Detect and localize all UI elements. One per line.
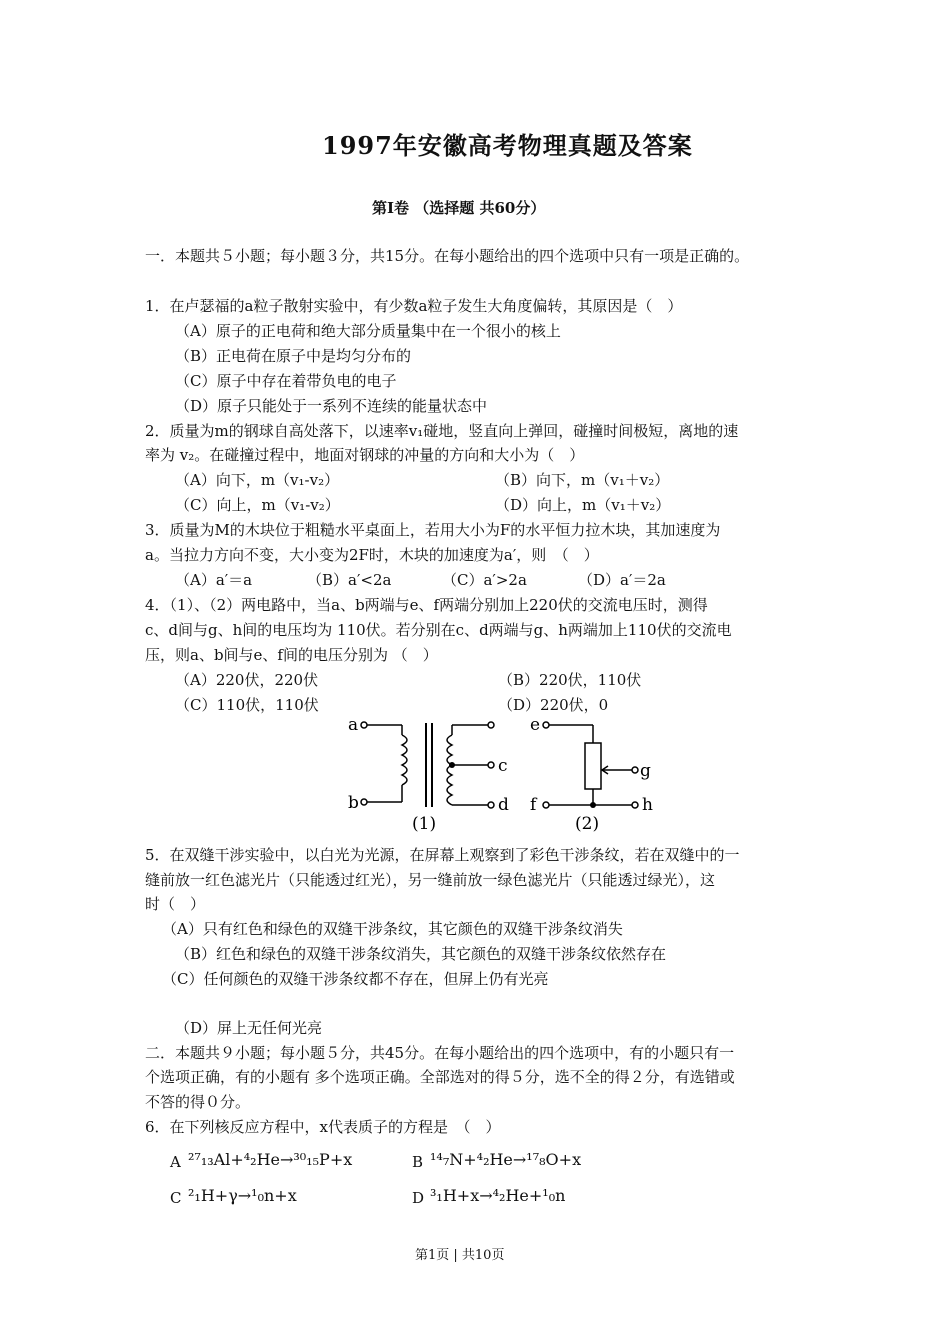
fig-label-e: e xyxy=(530,715,541,735)
q2-option-c: （C）向上，m（v₁-v₂） xyxy=(175,496,340,514)
q3-option-b: （B）a′<2a xyxy=(307,571,392,589)
q4-stem-line1: 4．（1）、（2）两电路中，当a、b两端与e、f两端分别加上220伏的交流电压时，测得 xyxy=(145,596,708,614)
fig-label-f: f xyxy=(530,795,537,815)
fig-caption-2: (2) xyxy=(575,814,600,834)
q5-option-c: （C）任何颜色的双缝干涉条纹都不存在，但屏上仍有光亮 xyxy=(162,970,549,988)
q4-stem-line3: 压，则a、b间与e、f间的电压分别为 （ ） xyxy=(145,646,438,664)
q6-option-d-letter: D xyxy=(412,1189,425,1207)
fig-caption-1: (1) xyxy=(412,814,437,834)
q2-option-b: （B）向下，m（v₁＋v₂） xyxy=(495,471,670,489)
q1-stem: 1．在卢瑟福的a粒子散射实验中，有少数a粒子发生大角度偏转，其原因是（ ） xyxy=(145,297,683,315)
q3-option-d: （D）a′＝2a xyxy=(578,571,666,589)
q4-circuit-figure xyxy=(340,715,670,840)
q6-option-c-equation: ²₁H+γ→¹₀n+x xyxy=(188,1186,297,1205)
q6-option-a-letter: A xyxy=(170,1153,181,1171)
q5-option-a: （A）只有红色和绿色的双缝干涉条纹，其它颜色的双缝干涉条纹消失 xyxy=(162,920,623,938)
section1-heading: 一．本题共５小题；每小题３分，共15分。在每小题给出的四个选项中只有一项是正确的。 xyxy=(145,247,750,265)
section2-heading-line1: 二．本题共９小题；每小题５分，共45分。在每小题给出的四个选项中，有的小题只有一 xyxy=(145,1044,735,1062)
q4-option-a: （A）220伏，220伏 xyxy=(175,671,319,689)
q4-option-d: （D）220伏，0 xyxy=(498,696,609,714)
q1-option-b: （B）正电荷在原子中是均匀分布的 xyxy=(175,347,412,365)
part-heading: 第Ⅰ卷 （选择题 共60分） xyxy=(372,199,546,217)
fig-label-a: a xyxy=(348,715,359,735)
q1-option-d: （D）原子只能处于一系列不连续的能量状态中 xyxy=(175,397,488,415)
section2-heading-line2: 个选项正确，有的小题有 多个选项正确。全部选对的得５分，选不全的得２分，有选错或 xyxy=(145,1068,735,1086)
fig-label-c: c xyxy=(498,756,508,776)
q6-option-c-letter: C xyxy=(170,1189,182,1207)
q5-stem-line2: 缝前放一红色滤光片（只能透过红光），另一缝前放一绿色滤光片（只能透过绿光），这 xyxy=(145,871,716,889)
page-title: 1997年安徽高考物理真题及答案 xyxy=(322,131,693,160)
q4-option-c: （C）110伏，110伏 xyxy=(175,696,319,714)
section2-heading-line3: 不答的得０分。 xyxy=(145,1093,251,1111)
q2-option-a: （A）向下，m（v₁-v₂） xyxy=(175,471,340,489)
q3-stem-line2: a。当拉力方向不变，大小变为2F时，木块的加速度为a′，则 （ ） xyxy=(145,546,599,564)
q3-stem-line1: 3．质量为M的木块位于粗糙水平桌面上，若用大小为F的水平恒力拉木块，其加速度为 xyxy=(145,521,721,539)
fig-label-g: g xyxy=(640,761,651,781)
q6-option-b-equation: ¹⁴₇N+⁴₂He→¹⁷₈O+x xyxy=(430,1150,582,1169)
fig-label-d: d xyxy=(498,795,509,815)
q5-stem-line3: 时（ ） xyxy=(145,895,206,913)
fig-label-b: b xyxy=(348,793,359,813)
q3-option-a: （A）a′＝a xyxy=(175,571,253,589)
q4-option-b: （B）220伏，110伏 xyxy=(498,671,642,689)
q4-stem-line2: c、d间与g、h间的电压均为 110伏。若分别在c、d两端与g、h两端加上110伏的交流电 xyxy=(145,621,732,639)
q5-option-b: （B）红色和绿色的双缝干涉条纹消失，其它颜色的双缝干涉条纹依然存在 xyxy=(175,945,667,963)
q6-option-a-equation: ²⁷₁₃Al+⁴₂He→³⁰₁₅P+x xyxy=(188,1150,353,1169)
q6-option-d-equation: ³₁H+x→⁴₂He+¹₀n xyxy=(430,1186,566,1205)
q6-stem: 6．在下列核反应方程中，x代表质子的方程是 （ ） xyxy=(145,1118,501,1136)
page-footer: 第1页 | 共10页 xyxy=(415,1248,505,1263)
q3-option-c: （C）a′>2a xyxy=(442,571,527,589)
q5-option-d: （D）屏上无任何光亮 xyxy=(175,1019,323,1037)
q2-stem-line2: 率为 v₂。在碰撞过程中，地面对钢球的冲量的方向和大小为（ ） xyxy=(145,446,585,464)
q2-option-d: （D）向上，m（v₁＋v₂） xyxy=(495,496,671,514)
q5-stem-line1: 5．在双缝干涉实验中，以白光为光源，在屏幕上观察到了彩色干涉条纹，若在双缝中的一 xyxy=(145,846,740,864)
q2-stem-line1: 2．质量为m的钢球自高处落下，以速率v₁碰地，竖直向上弹回，碰撞时间极短，离地的速 xyxy=(145,422,739,440)
fig-label-h: h xyxy=(642,795,653,815)
q1-option-a: （A）原子的正电荷和绝大部分质量集中在一个很小的核上 xyxy=(175,322,561,340)
q6-option-b-letter: B xyxy=(412,1153,424,1171)
q1-option-c: （C）原子中存在着带负电的电子 xyxy=(175,372,397,390)
